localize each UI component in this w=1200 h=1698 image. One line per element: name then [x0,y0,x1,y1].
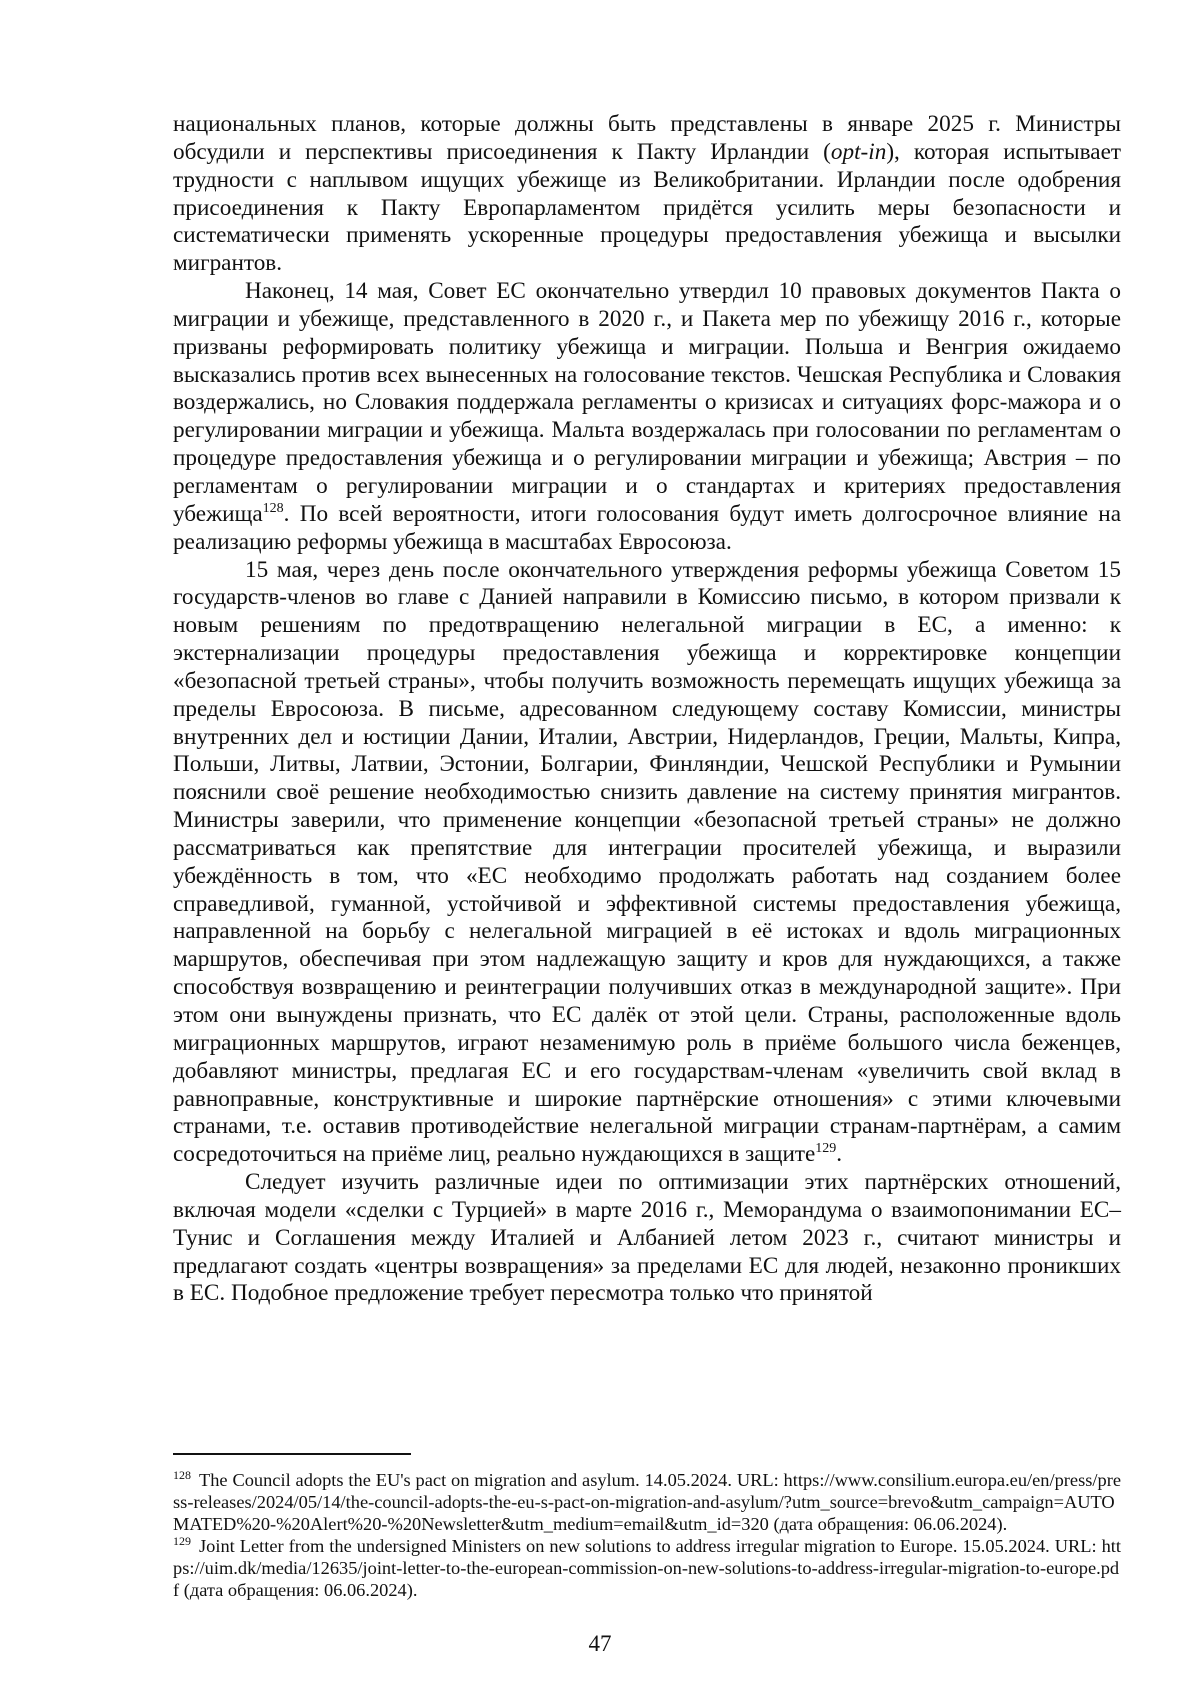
paragraph-1-text: национальных планов, которые должны быть представлены в январе 2025 г. Министры обсудили и перспективы присоединения к Пакту Ирландии ( [173,111,1121,165]
footnote-129 [173,1533,1121,1602]
footnote-ref-128[interactable]: 128 [262,500,284,516]
paragraph-2-text: Наконец, 14 мая, Совет ЕС окончательно утвердил 10 правовых документов Пакта о миграции и убежище, представленного в 2020 г., и Пакета мер по убежищу 2016 г., которые призваны реформировать политику убежища и миграции. Польша и Венгрия ожидаемо высказались против всех вынесенных на голосование текстов. Чешская Республика и Словакия воздержались, но Словакия поддержала регламенты о кризисах и ситуациях форс-мажора и о регулировании миграции и убежища. Мальта воздержалась при голосовании по регламентам о процедуре предоставления убежища и о регулировании миграции и убежища; Австрия – по регламентам о регулировании миграции и о стандартах и критериях предоставления убежища [173,278,1121,527]
paragraph-4-text: Следует изучить различные идеи по оптимизации этих партнёрских отношений, включая модели «сделки с Турцией» в марте 2016 г., Меморандума о взаимопонимании ЕС–Тунис и Соглашения между Италией и Албанией летом 2023 г., считают министры и предлагают создать «центры возвращения» за пределами ЕС для людей, незаконно проникших в ЕС. Подобное предложение требует пересмотра только что принятой [173,1169,1121,1307]
footnote-text: The Council adopts the EU's pact on migration and asylum. 14.05.2024. URL: https://www.consilium.europa.eu/en/press/press-releases/2024/05/14/the-council-adopts-the-eu-s-pact-on-migration-and-asylum/?utm_source=brevo&utm_campaign=AUTOMATED%20-%20Alert%20-%20Newsletter&utm_medium=email&utm_id=320 (дата обращения: 06.06.2024). [173,1470,1121,1534]
footnotes [173,1470,1121,1601]
footnote-ref-129[interactable]: 129 [815,1141,837,1157]
paragraph-3-text-end: . [836,1141,843,1168]
footnote-128 [173,1470,1121,1536]
paragraph-2 [173,278,1121,556]
paragraph-2-text-end: . По всей вероятности, итоги голосования будут иметь долгосрочное влияние на реализацию реформы убежища в масштабах Евросоюза. [173,500,1121,555]
paragraph-1-text-end: ), которая испытывает трудности с наплывом ищущих убежище из Великобритании. Ирландии после одобрения присоединения к Пакту Европарламентом придётся усилить меры безопасности и систематически применять ускоренные процедуры предоставления убежища и высылки мигрантов. [173,138,1121,277]
paragraph-3 [173,557,1121,1170]
opt-in-term: opt-in [830,138,887,165]
page-number: 47 [588,1631,612,1656]
paragraph-1 [173,111,1121,278]
paragraph-4 [173,1169,1121,1308]
footnote-separator [173,1453,411,1455]
footnote-number: 128 [173,1468,191,1482]
footnote-number: 129 [173,1533,191,1548]
main-text [173,111,1121,1308]
footnote-text: Joint Letter from the undersigned Ministers on new solutions to address irregular migration to Europe. 15.05.2024. URL: https://uim.dk/media/12635/joint-letter-to-the-european-commission-on-new-solutions-to-address-irregular-migration-to-europe.pdf (дата обращения: 06.06.2024). [173,1535,1121,1600]
paragraph-3-text: 15 мая, через день после окончательного утверждения реформы убежища Советом 15 государств-членов во главе с Данией направили в Комиссию письмо, в котором призвали к новым решениям по предотвращению нелегальной миграции в ЕС, а именно: к экстернализации процедуры предоставления убежища и корректировке концепции «безопасной третьей страны», чтобы получить возможность перемещать ищущих убежища за пределы Евросоюза. В письме, адресованном следующему составу Комиссии, министры внутренних дел и юстиции Дании, Италии, Австрии, Нидерландов, Греции, Мальты, Кипра, Польши, Литвы, Латвии, Эстонии, Болгарии, Финляндии, Чешской Республики и Румынии пояснили своё решение необходимостью снизить давление на систему принятия мигрантов. Министры заверили, что применение концепции «безопасной третьей страны» не должно рассматриваться как препятствие для интеграции просителей убежища, и выразили убеждённость в том, что «ЕС необходимо продолжать работать над созданием более справедливой, гуманной, устойчивой и эффективной системы предоставления убежища, направленной на борьбу с нелегальной миграцией в её истоках и вдоль миграционных маршрутов, обеспечивая при этом надлежащую защиту и кров для нуждающихся, а также способствуя возвращению и реинтеграции получивших отказ в международной защите». При этом они вынуждены признать, что ЕС далёк от этой цели. Страны, расположенные вдоль миграционных маршрутов, играют незаменимую роль в приёме большого числа беженцев, добавляют министры, предлагая ЕС и его государствам-членам «увеличить свой вклад в равноправные, конструктивные и широкие партнёрские отношения» с этими ключевыми странами, т.е. оставив противодействие нелегальной миграции странам-партнёрам, а самим сосредоточиться на приёме лиц, реально нуждающихся в защите [173,556,1121,1168]
